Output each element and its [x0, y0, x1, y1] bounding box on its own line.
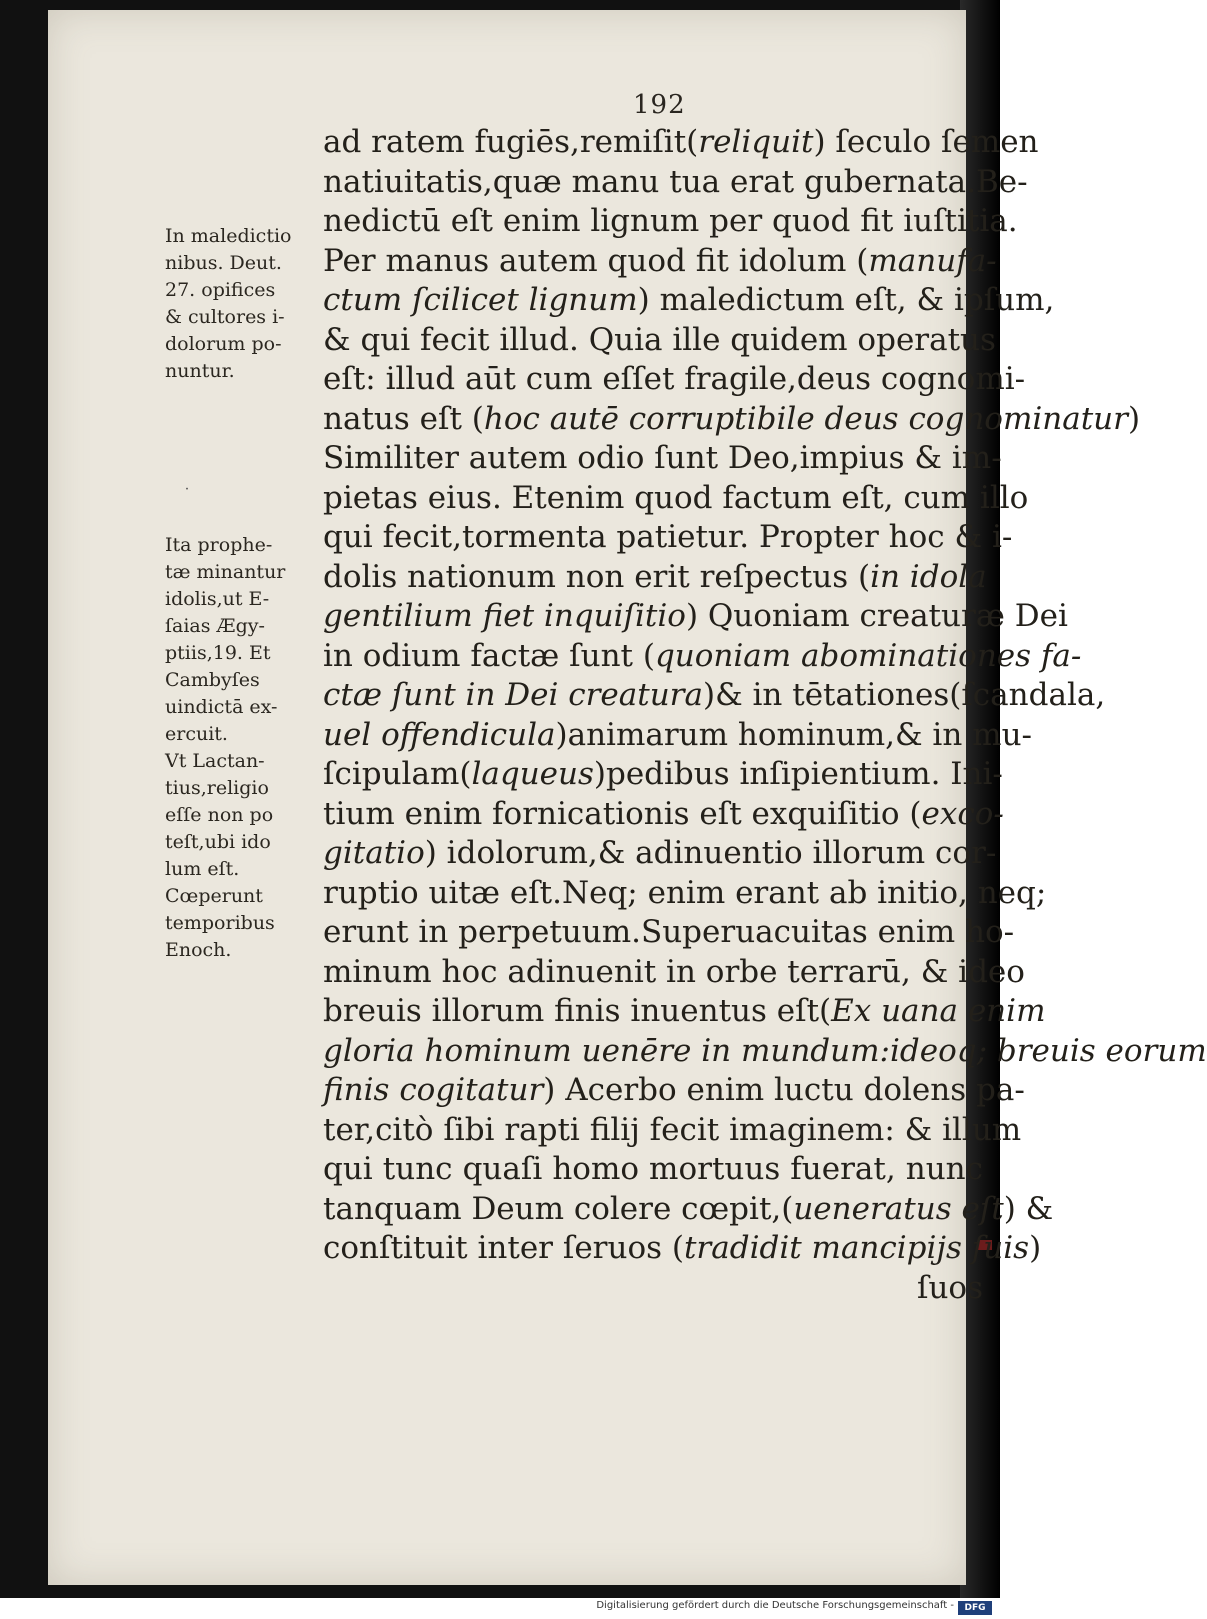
margin-note-prophets: [165, 532, 310, 964]
text-line: [323, 281, 1055, 321]
text-line: [323, 1190, 1054, 1230]
line-text-after: ) Acerbo enim luctu dolens pa-: [543, 1072, 1025, 1108]
text-line: [323, 716, 1033, 756]
text-line: [323, 163, 1028, 203]
text-line: [323, 1032, 1207, 1072]
line-text: ſcipulam(: [323, 756, 472, 792]
line-text-after: ) ſeculo ſemen: [813, 124, 1039, 160]
text-line: [323, 242, 997, 282]
dfg-logo: DFG: [958, 1601, 992, 1615]
line-gloss: gentilium fiet inquiſitio: [323, 598, 686, 634]
line-gloss: manufa-: [868, 242, 997, 279]
line-gloss: tradidit mancipijs ſuis: [683, 1230, 1030, 1266]
line-text: ad ratem fugiēs,remiſit(: [323, 124, 699, 160]
line-gloss: ctum ſcilicet lignum: [323, 282, 638, 318]
funding-notice: Digitalisierung gefördert durch die Deutsche Forschungsgemeinschaft -: [596, 1600, 954, 1611]
line-text-after: )animarum hominum,& in mu-: [555, 716, 1033, 753]
text-line: [323, 913, 1015, 953]
line-gloss: hoc autē corruptibile deus cognominatur: [483, 400, 1128, 437]
line-text-after: ): [1029, 1230, 1042, 1266]
margin-note-line: Cambyſes: [165, 669, 260, 691]
line-text: nedictū eſt enim lignum per quod fit iuſtitia.: [323, 203, 1018, 239]
text-line: [323, 755, 1003, 795]
text-line: [323, 400, 1141, 440]
line-text: ruptio uitæ eſt.Neq; enim erant ab initio, neq;: [323, 874, 1047, 911]
text-line: [323, 439, 1002, 479]
line-gloss: reliquit: [698, 124, 814, 160]
margin-note-line: 27. opifices: [165, 279, 276, 301]
line-text: pietas eius. Etenim quod factum eſt, cum illo: [323, 479, 1029, 516]
margin-note-line: tæ minantur: [165, 561, 286, 583]
text-line: [323, 321, 996, 361]
line-text-after: ) maledictum eſt, & ipſum,: [637, 282, 1055, 318]
line-text-after: )pedibus inſipientium. Ini-: [593, 756, 1003, 792]
line-text: qui fecit,tormenta patietur. Propter hoc & i-: [323, 519, 1013, 555]
line-text: tium enim fornicationis eſt exquiſitio (: [323, 795, 922, 832]
line-text: natiuitatis,quæ manu tua erat gubernata.Be-: [323, 163, 1028, 200]
margin-note-line: & cultores i-: [165, 306, 285, 328]
margin-note-line: teſt,ubi ido: [165, 831, 271, 853]
line-gloss: Ex uana enim: [831, 993, 1046, 1029]
text-line: [323, 637, 1082, 677]
line-gloss: exco-: [921, 795, 1004, 832]
line-text-after: ) Quoniam creaturæ Dei: [685, 598, 1068, 634]
text-line: [323, 676, 1106, 716]
line-text-after: )& in tētationes(ſcandala,: [702, 677, 1106, 713]
line-gloss: uel offendicula: [323, 716, 556, 753]
line-text: minum hoc adinuenit in orbe terrarū, & ideo: [323, 953, 1025, 990]
margin-note-line: idolis,ut E-: [165, 588, 270, 610]
margin-note-line: Ita prophe-: [165, 534, 273, 556]
margin-note-maledictions: [165, 223, 310, 385]
line-text: erunt in perpetuum.Superuacuitas enim ho-: [323, 914, 1015, 950]
text-line: [323, 1111, 1022, 1151]
text-line: [323, 202, 1018, 242]
line-text-after: ) &: [1003, 1190, 1054, 1227]
margin-note-line: ſaias Ægy-: [165, 615, 265, 637]
margin-note-line: tius,religio: [165, 777, 269, 799]
text-line: [323, 123, 1039, 163]
margin-note-line: ptiis,19. Et: [165, 642, 271, 664]
text-line: [323, 597, 1068, 637]
line-text: breuis illorum finis inuentus eſt(: [323, 993, 832, 1029]
page-number: 192: [633, 90, 686, 120]
line-gloss: finis cogitatur: [323, 1072, 544, 1108]
margin-note-line: nuntur.: [165, 360, 235, 382]
margin-note-line: In maledictio: [165, 225, 292, 247]
line-text: conſtituit inter ſeruos (: [323, 1230, 684, 1266]
margin-note-line: temporibus: [165, 912, 275, 934]
text-line: [323, 1269, 983, 1309]
line-text: & qui fecit illud. Quia ille quidem operatus: [323, 321, 996, 358]
line-text: eſt: illud aūt cum eſſet fragile,deus cognomi-: [323, 361, 1026, 397]
line-text: dolis nationum non erit reſpectus (: [323, 558, 871, 595]
text-line: [323, 479, 1029, 519]
line-text: natus eſt (: [323, 400, 484, 437]
line-gloss: gitatio: [323, 835, 425, 871]
margin-note-line: dolorum po-: [165, 333, 282, 355]
digitization-footer: [0, 1598, 1000, 1619]
text-line: [323, 953, 1025, 993]
text-line: [323, 795, 1004, 835]
main-text-block: [323, 123, 1207, 1308]
margin-note-line: ercuit.: [165, 723, 228, 745]
text-line: [323, 834, 997, 874]
line-text: ſuos: [916, 1269, 983, 1306]
text-line: [323, 992, 1046, 1032]
line-gloss: quoniam abominationes fa-: [654, 637, 1082, 674]
margin-note-line: Vt Lactan-: [165, 750, 265, 772]
line-gloss: ueneratus eſt: [793, 1190, 1004, 1227]
margin-note-line: Cœperunt: [165, 885, 263, 907]
line-text-after: ) idolorum,& adinuentio illorum cor-: [424, 835, 997, 871]
line-text: ter,citò ſibi rapti filij fecit imaginem: & illum: [323, 1111, 1022, 1148]
margin-note-line: eſſe non po: [165, 804, 274, 826]
margin-note-line: Enoch.: [165, 939, 232, 961]
margin-note-line: lum eſt.: [165, 858, 240, 880]
line-gloss: in idola: [870, 558, 987, 595]
margin-note-line: nibus. Deut.: [165, 252, 282, 274]
line-gloss: ctæ ſunt in Dei creatura: [323, 677, 703, 713]
stray-ink-mark: ˙: [183, 485, 191, 504]
line-gloss: laqueus: [471, 756, 594, 792]
margin-note-line: uindictā ex-: [165, 696, 278, 718]
text-line: [323, 360, 1026, 400]
line-text-after: ): [1127, 400, 1141, 437]
text-line: [323, 1229, 1042, 1269]
line-text: Similiter autem odio ſunt Deo,impius & im-: [323, 440, 1002, 476]
text-line: [323, 1150, 983, 1190]
line-text: in odium factæ ſunt (: [323, 637, 655, 674]
line-text: qui tunc quaſi homo mortuus fuerat, nunc: [323, 1151, 983, 1187]
text-line: [323, 518, 1013, 558]
line-text: tanquam Deum colere cœpit,(: [323, 1190, 794, 1227]
line-text: Per manus autem quod fit idolum (: [323, 242, 869, 279]
text-line: [323, 1071, 1025, 1111]
line-gloss: gloria hominum uenēre in mundum:ideoq; breuis eorum: [323, 1032, 1207, 1069]
text-line: [323, 874, 1047, 914]
text-line: [323, 558, 987, 598]
